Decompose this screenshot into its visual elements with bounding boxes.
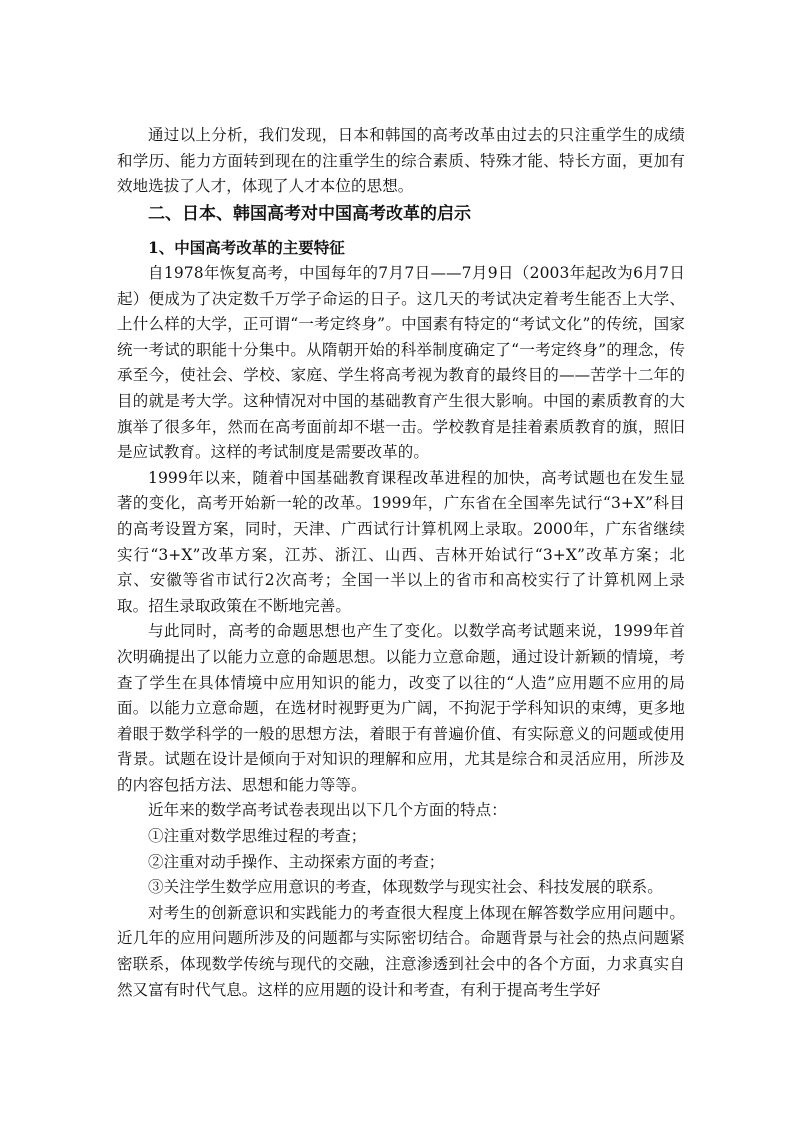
list-item: ②注重对动手操作、主动探索方面的考查； [148, 852, 445, 871]
body-paragraph-2: 1999年以来，随着中国基础教育课程改革进程的加快，高考试题也在发生显著的变化，高考开始新一轮的改革。1999年，广东省在全国率先试行“3+X”科目的高考设置方案，同时，天津、广西试行计算机网上录取。2000年，广东省继续实行“3+X”改革方案，江苏、浙江、山西、吉林开始试行“3+X”改革方案；北京、安徽等省市试行2次高考；全国一半以上的省市和高校实行了计算机网上录取。招生录取政策在不断地完善。 [117, 468, 685, 615]
intro-paragraph: 通过以上分析，我们发现，日本和韩国的高考改革由过去的只注重学生的成绩和学历、能力方面转到现在的注重学生的综合素质、特殊才能、特长方面，更加有效地选拔了人才，体现了人才本位的思想。 [117, 126, 685, 196]
body-paragraph-3: 与此同时，高考的命题思想也产生了变化。以数学高考试题来说，1999年首次明确提出了以能力立意的命题思想。以能力立意命题，通过设计新颖的情境，考查了学生在具体情境中应用知识的能力，改变了以往的“人造”应用题不应用的局面。以能力立意命题，在选材时视野更为广阔，不拘泥于学科知识的束缚，更多地着眼于数学科学的一般的思想方法，着眼于有普遍价值、有实际意义的问题或使用背景。试题在设计是倾向于对知识的理解和应用，尤其是综合和灵活应用，所涉及的内容包括方法、思想和能力等等。 [117, 622, 685, 794]
body-paragraph-5: 对考生的创新意识和实践能力的考查很大程度上体现在解答数学应用问题中。近几年的应用问题所涉及的问题都与实际密切结合。命题背景与社会的热点问题紧密联系，体现数学传统与现代的交融，注意渗透到社会中的各个方面，力求真实自然又富有时代气息。这样的应用题的设计和考查，有利于提高考生学好 [117, 903, 685, 999]
list-item: ①注重对数学思维过程的考查； [148, 827, 367, 846]
body-section [117, 261, 685, 1003]
body-paragraph-1: 自1978年恢复高考，中国每年的7月7日——7月9日（2003年起改为6月7日起）便成为了决定数千万学子命运的日子。这几天的考试决定着考生能否上大学、上什么样的大学，正可谓“一考定终身”。中国素有特定的“考试文化”的传统，国家统一考试的职能十分集中。从隋朝开始的科举制度确定了“一考定终身”的理念，传承至今，使社会、学校、家庭、学生将高考视为教育的最终目的——苦学十二年的目的就是考大学。这种情况对中国的基础教育产生很大影响。中国的素质教育的大旗举了很多年，然而在高考面前却不堪一击。学校教育是挂着素质教育的旗，照旧是应试教育。这样的考试制度是需要改革的。 [117, 264, 685, 462]
intro-section [117, 123, 685, 200]
body-paragraph-4: 近年来的数学高考试卷表现出以下几个方面的特点： [148, 801, 507, 820]
section-heading: 二、日本、韩国高考对中国高考改革的启示 [148, 204, 471, 224]
subsection-heading: 1、中国高考改革的主要特征 [148, 238, 345, 257]
list-item: ③关注学生数学应用意识的考查，体现数学与现实社会、科技发展的联系。 [148, 878, 663, 897]
